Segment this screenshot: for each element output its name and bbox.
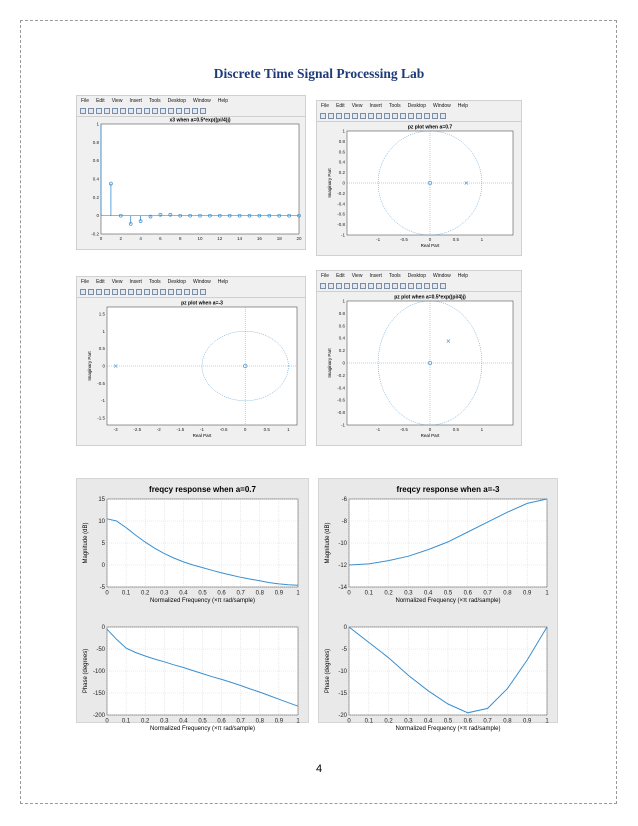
toolbar-icon[interactable]: [320, 283, 326, 289]
y-tick-label: -0.2: [337, 372, 345, 378]
chart-title: x3 when a=0.5*exp((pi/4)j): [169, 117, 231, 124]
toolbar-icon[interactable]: [168, 289, 174, 295]
y-tick-label: 1: [96, 121, 99, 127]
y-tick-label: -0.8: [337, 222, 345, 228]
toolbar-icon[interactable]: [440, 113, 446, 119]
y-tick-label: 0.6: [92, 158, 99, 164]
toolbar-icon[interactable]: [360, 283, 366, 289]
x-tick-label: 0.4: [179, 590, 188, 597]
toolbar-icon[interactable]: [432, 113, 438, 119]
y-tick-label: 0: [343, 625, 347, 631]
x-tick-label: 0.5: [443, 590, 453, 597]
stem-plot: [77, 117, 305, 249]
menu-desktop[interactable]: Desktop: [167, 98, 186, 104]
toolbar-icon[interactable]: [200, 108, 206, 114]
menu-view[interactable]: View: [111, 279, 123, 285]
y-tick-label: 0.4: [338, 335, 345, 341]
y-tick-label: 0: [342, 360, 345, 366]
x-tick-label: 0: [243, 427, 247, 432]
x-tick-label: 0.6: [217, 590, 226, 597]
page-number: 4: [315, 763, 323, 775]
menu-tools[interactable]: Tools: [388, 273, 401, 279]
y-axis-label: Phase (degrees): [83, 648, 89, 694]
x-tick-label: 0.1: [121, 718, 131, 725]
y-tick-label: -5: [99, 585, 105, 591]
x-tick-label: -0.5: [400, 237, 408, 242]
x-tick-label: 0.1: [364, 718, 373, 725]
x-tick-label: 1: [296, 590, 300, 597]
toolbar-icon[interactable]: [384, 283, 390, 289]
y-tick-label: -6: [341, 497, 347, 503]
x-tick-label: 1: [287, 427, 290, 432]
y-tick-label: -0.4: [337, 201, 345, 207]
menu-insert[interactable]: Insert: [369, 273, 382, 279]
y-tick-label: -20: [338, 713, 347, 719]
x-tick-label: 0.9: [274, 718, 284, 725]
x-tick-label: 0.3: [160, 718, 169, 725]
x-axis-label: Normalized Frequency (×π rad/sample): [149, 598, 256, 604]
x-tick-label: -3: [113, 427, 118, 432]
y-tick-label: 0.5: [98, 346, 105, 352]
toolbar-icon[interactable]: [320, 113, 326, 119]
menu-file[interactable]: File: [321, 273, 330, 279]
y-axis-label: Imaginary Part: [87, 351, 92, 381]
x-tick-label: -0.5: [400, 427, 408, 432]
menu-tools[interactable]: Tools: [148, 98, 161, 104]
x-tick-label: 0: [428, 427, 432, 432]
toolbar-icon[interactable]: [440, 283, 446, 289]
toolbar-icon[interactable]: [144, 289, 150, 295]
freq-response-a07: [76, 478, 309, 732]
toolbar-icon[interactable]: [184, 108, 190, 114]
menu-window[interactable]: Window: [192, 98, 211, 104]
menu-help[interactable]: Help: [457, 103, 469, 109]
y-tick-label: 0.2: [338, 348, 345, 354]
x-tick-label: 0.3: [404, 718, 413, 725]
freq-response-a-3: [318, 478, 558, 732]
toolbar-icon[interactable]: [200, 289, 206, 295]
toolbar-icon[interactable]: [176, 289, 182, 295]
x-tick-label: 16: [256, 236, 262, 241]
x-tick-label: -1.5: [176, 427, 185, 432]
toolbar-icon[interactable]: [112, 289, 118, 295]
y-tick-label: -50: [96, 647, 105, 653]
toolbar-icon[interactable]: [128, 289, 134, 295]
toolbar-icon[interactable]: [376, 283, 382, 289]
x-tick-label: 0: [347, 718, 351, 725]
x-tick-label: -1: [199, 427, 205, 432]
x-tick-label: 6: [159, 236, 162, 241]
y-tick-label: -1.5: [97, 415, 105, 421]
y-tick-label: -0.2: [91, 231, 99, 237]
toolbar-icon[interactable]: [176, 108, 182, 114]
menu-view[interactable]: View: [111, 98, 123, 104]
y-tick-label: -10: [338, 541, 347, 547]
y-tick-label: -1: [340, 422, 345, 428]
menu-desktop[interactable]: Desktop: [407, 273, 426, 279]
x-tick-label: 0.9: [274, 590, 284, 597]
x-tick-label: 0.1: [364, 590, 373, 597]
toolbar-icon[interactable]: [136, 108, 142, 114]
x-tick-label: 0.9: [523, 718, 532, 725]
toolbar-icon[interactable]: [376, 113, 382, 119]
x-tick-label: 1: [545, 718, 549, 725]
x-tick-label: 0.7: [236, 590, 245, 597]
pz-plot-a07: [317, 122, 521, 255]
x-tick-label: 0.5: [198, 718, 207, 725]
toolbar-icon[interactable]: [96, 108, 102, 114]
menu-edit[interactable]: Edit: [96, 279, 105, 285]
x-tick-label: 1: [545, 590, 549, 597]
toolbar-icon[interactable]: [368, 113, 374, 119]
toolbar-icon[interactable]: [344, 283, 350, 289]
toolbar-icon[interactable]: [88, 289, 94, 295]
y-tick-label: 0.8: [338, 138, 345, 144]
x-tick-label: 0.5: [452, 427, 460, 432]
x-tick-label: 0.2: [384, 718, 393, 725]
x-tick-label: -1: [376, 427, 381, 432]
tool-bar: [317, 111, 521, 122]
y-tick-label: -8: [341, 519, 347, 525]
menu-view[interactable]: View: [351, 103, 363, 109]
x-tick-label: 0.7: [483, 590, 492, 597]
x-tick-label: 0.7: [236, 718, 245, 725]
toolbar-icon[interactable]: [328, 113, 334, 119]
x-tick-label: -1: [376, 237, 381, 242]
y-tick-label: 10: [98, 519, 105, 525]
menu-edit[interactable]: Edit: [336, 103, 345, 109]
x-tick-label: 0.5: [443, 718, 453, 725]
menu-help[interactable]: Help: [217, 98, 229, 104]
figure-window-stem: [76, 95, 306, 250]
x-tick-label: 0.2: [141, 718, 150, 725]
toolbar-icon[interactable]: [160, 108, 166, 114]
toolbar-icon[interactable]: [392, 113, 398, 119]
toolbar-icon[interactable]: [184, 289, 190, 295]
toolbar-icon[interactable]: [136, 289, 142, 295]
chart-title: pz plot when a=0.7: [407, 124, 453, 131]
y-tick-label: -200: [92, 713, 105, 719]
x-tick-label: 12: [217, 236, 223, 241]
figure-window-pz3: [316, 270, 522, 446]
x-tick-label: 0.1: [121, 590, 131, 597]
x-tick-label: 0.8: [503, 590, 512, 597]
toolbar-icon[interactable]: [160, 289, 166, 295]
y-tick-label: 0.2: [338, 170, 345, 176]
menu-window[interactable]: Window: [432, 103, 451, 109]
toolbar-icon[interactable]: [168, 108, 174, 114]
toolbar-icon[interactable]: [80, 108, 86, 114]
toolbar-icon[interactable]: [416, 113, 422, 119]
pz-plot-a-3: [77, 298, 305, 445]
menu-window[interactable]: Window: [192, 279, 211, 285]
toolbar-icon[interactable]: [80, 289, 86, 295]
toolbar-icon[interactable]: [344, 113, 350, 119]
y-tick-label: -100: [92, 669, 105, 675]
y-tick-label: 0: [101, 563, 105, 569]
toolbar-icon[interactable]: [432, 283, 438, 289]
y-tick-label: -0.5: [97, 380, 105, 386]
y-axis-label: Phase (degrees): [325, 648, 331, 694]
toolbar-icon[interactable]: [368, 283, 374, 289]
x-axis-label: Normalized Frequency (×π rad/sample): [395, 726, 501, 732]
y-axis-label: Magnitude (dB): [325, 522, 331, 564]
menu-insert[interactable]: Insert: [129, 279, 142, 285]
y-tick-label: 0.8: [92, 139, 99, 145]
menu-bar: [317, 101, 521, 111]
y-tick-label: 0: [96, 213, 99, 219]
toolbar-icon[interactable]: [424, 283, 430, 289]
y-tick-label: 15: [98, 497, 105, 503]
x-tick-label: 0.3: [404, 590, 413, 597]
toolbar-icon[interactable]: [392, 283, 398, 289]
menu-insert[interactable]: Insert: [369, 103, 382, 109]
x-tick-label: 10: [197, 236, 203, 241]
x-tick-label: 0.8: [503, 718, 512, 725]
x-tick-label: -0.5: [219, 427, 228, 432]
menu-bar: [77, 96, 305, 106]
y-tick-label: 1: [342, 298, 345, 304]
y-tick-label: -0.4: [337, 385, 345, 391]
toolbar-icon[interactable]: [96, 289, 102, 295]
x-tick-label: 0: [105, 590, 109, 597]
x-axis-label: Normalized Frequency (×π rad/sample): [149, 726, 256, 732]
toolbar-icon[interactable]: [120, 289, 126, 295]
toolbar-icon[interactable]: [328, 283, 334, 289]
menu-desktop[interactable]: Desktop: [167, 279, 186, 285]
x-tick-label: 0.2: [141, 590, 150, 597]
toolbar-icon[interactable]: [144, 108, 150, 114]
toolbar-icon[interactable]: [112, 108, 118, 114]
toolbar-icon[interactable]: [360, 113, 366, 119]
toolbar-icon[interactable]: [424, 113, 430, 119]
y-tick-label: 0.6: [338, 323, 345, 329]
y-tick-label: -0.2: [337, 190, 345, 196]
y-tick-label: 0.2: [92, 194, 99, 200]
figure-window-pz2: [76, 276, 306, 446]
toolbar-icon[interactable]: [400, 113, 406, 119]
menu-window[interactable]: Window: [432, 273, 451, 279]
chart-title: freqcy response when a=-3: [396, 485, 500, 494]
chart-title: freqcy response when a=0.7: [149, 485, 256, 494]
y-axis-label: Imaginary Part: [327, 168, 332, 198]
x-axis-label: Real Part: [420, 433, 440, 438]
x-tick-label: 1: [480, 237, 484, 242]
y-tick-label: 0: [101, 625, 105, 631]
menu-insert[interactable]: Insert: [129, 98, 142, 104]
x-tick-label: 0.4: [424, 718, 433, 725]
chart-title: pz plot when a=-3: [181, 300, 223, 307]
menu-file[interactable]: File: [81, 279, 90, 285]
toolbar-icon[interactable]: [336, 113, 342, 119]
x-tick-label: -2: [156, 427, 161, 432]
toolbar-icon[interactable]: [120, 108, 126, 114]
page-title: Discrete Time Signal Processing Lab: [213, 66, 425, 81]
y-tick-label: -0.6: [337, 397, 345, 403]
y-tick-label: -12: [338, 563, 347, 569]
x-tick-label: 0.5: [452, 237, 460, 242]
menu-edit[interactable]: Edit: [336, 273, 345, 279]
toolbar-icon[interactable]: [336, 283, 342, 289]
x-tick-label: 0.8: [255, 590, 264, 597]
y-tick-label: 5: [101, 541, 105, 547]
y-tick-label: 0: [102, 363, 105, 369]
figure-window-pz1: [316, 100, 522, 256]
x-tick-label: 0: [347, 590, 351, 597]
toolbar-icon[interactable]: [128, 108, 134, 114]
y-axis-label: Magnitude (dB): [83, 522, 89, 564]
x-tick-label: 0.4: [179, 718, 188, 725]
x-tick-label: 0.6: [463, 590, 472, 597]
x-tick-label: 0.3: [160, 590, 169, 597]
x-tick-label: 14: [237, 236, 243, 241]
toolbar-icon[interactable]: [192, 108, 198, 114]
toolbar-icon[interactable]: [384, 113, 390, 119]
x-tick-label: 0.9: [523, 590, 532, 597]
y-tick-label: -1: [100, 398, 105, 404]
toolbar-icon[interactable]: [152, 289, 158, 295]
y-tick-label: 1: [342, 128, 345, 134]
x-axis-label: Real Part: [192, 433, 212, 438]
menu-bar: [77, 277, 305, 287]
x-tick-label: 0.5: [198, 590, 207, 597]
y-tick-label: 0.6: [338, 149, 345, 155]
x-tick-label: 0.6: [217, 718, 226, 725]
y-tick-label: -14: [338, 585, 347, 591]
y-tick-label: -0.8: [337, 410, 345, 416]
x-tick-label: 0.2: [384, 590, 393, 597]
x-tick-label: 0.6: [463, 718, 472, 725]
x-axis-label: Normalized Frequency (×π rad/sample): [395, 598, 501, 604]
toolbar-icon[interactable]: [192, 289, 198, 295]
y-tick-label: -5: [341, 647, 347, 653]
pz-plot-a-exp: [317, 292, 521, 445]
y-axis-label: Imaginary Part: [327, 348, 332, 378]
toolbar-icon[interactable]: [400, 283, 406, 289]
x-tick-label: 0: [99, 236, 103, 241]
menu-desktop[interactable]: Desktop: [407, 103, 426, 109]
y-tick-label: 1: [102, 328, 105, 334]
menu-view[interactable]: View: [351, 273, 363, 279]
menu-tools[interactable]: Tools: [388, 103, 401, 109]
x-tick-label: 0: [105, 718, 109, 725]
toolbar-icon[interactable]: [408, 283, 414, 289]
chart-title: pz plot when a=0.5*exp((pi/4)j): [394, 294, 466, 301]
y-tick-label: 0: [342, 180, 345, 186]
x-tick-label: 4: [139, 236, 142, 241]
tool-bar: [77, 106, 305, 117]
toolbar-icon[interactable]: [104, 289, 110, 295]
menu-help[interactable]: Help: [217, 279, 229, 285]
menu-file[interactable]: File: [321, 103, 330, 109]
y-tick-label: 0.8: [338, 310, 345, 316]
toolbar-icon[interactable]: [152, 108, 158, 114]
y-tick-label: 1.5: [98, 311, 105, 317]
y-tick-label: -1: [340, 232, 345, 238]
x-tick-label: 18: [276, 236, 282, 241]
x-tick-label: 2: [119, 236, 123, 241]
x-tick-label: -2.5: [133, 427, 142, 432]
toolbar-icon[interactable]: [408, 113, 414, 119]
y-tick-label: 0.4: [338, 159, 345, 165]
toolbar-icon[interactable]: [104, 108, 110, 114]
tool-bar: [317, 281, 521, 292]
y-tick-label: -150: [92, 691, 105, 697]
toolbar-icon[interactable]: [352, 283, 358, 289]
x-tick-label: 0.8: [255, 718, 264, 725]
tool-bar: [77, 287, 305, 298]
y-tick-label: -0.6: [337, 211, 345, 217]
x-tick-label: 0.5: [263, 427, 270, 432]
x-tick-label: 0.4: [424, 590, 433, 597]
menu-file[interactable]: File: [81, 98, 90, 104]
y-tick-label: -10: [338, 669, 347, 675]
menu-bar: [317, 271, 521, 281]
menu-tools[interactable]: Tools: [148, 279, 161, 285]
x-tick-label: 0: [428, 237, 432, 242]
x-tick-label: 8: [178, 236, 182, 241]
x-tick-label: 20: [296, 236, 302, 241]
y-tick-label: 0.4: [92, 176, 99, 182]
toolbar-icon[interactable]: [88, 108, 94, 114]
x-tick-label: 0.7: [483, 718, 492, 725]
x-tick-label: 1: [296, 718, 300, 725]
toolbar-icon[interactable]: [352, 113, 358, 119]
x-axis-label: Real Part: [420, 243, 440, 248]
toolbar-icon[interactable]: [416, 283, 422, 289]
y-tick-label: -15: [338, 691, 347, 697]
menu-help[interactable]: Help: [457, 273, 469, 279]
x-tick-label: 1: [480, 427, 484, 432]
menu-edit[interactable]: Edit: [96, 98, 105, 104]
